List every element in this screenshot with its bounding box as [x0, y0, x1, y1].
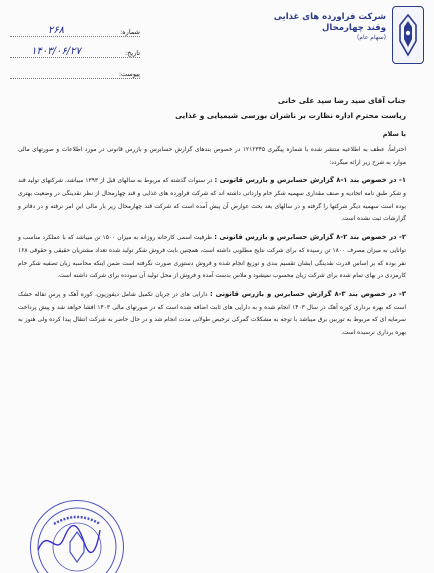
- greeting: با سلام: [382, 130, 406, 138]
- section-3: [18, 287, 406, 340]
- number-label: شماره:: [120, 28, 140, 36]
- meta-date-row: [10, 41, 140, 58]
- signature-icon: [34, 520, 104, 560]
- section-1-body: در سنوات گذشته که مربوط به سالهای قبل از ۱۳۹۳ میباشد، شرکتهای تولید قند و شکر طبق نامه اتحادیه و صنف مقداری سهمیه شکر خام وارداتی داشته اند که شرکت فراورده های غذایی و قند چهارمحال از نظر نقدینگی در وضعیت بهتری بوده است سهمیه دیگر شرکتها را گرفته و در سالهای بعد بحث عوارض آن پیش آمده است که شرکت قند چهارمحال زیر بار مالی این امر نرفته و در دفاتر و گزارشات ثبت نشده است.: [18, 178, 406, 223]
- attachment-label: پیوست:: [118, 70, 140, 78]
- letter-body: [18, 96, 406, 340]
- company-name: شرکت فراورده های غذایی وقند چهارمحال: [273, 12, 386, 34]
- section-3-title: ۳- در خصوص بند ۳-۸ گزارش حسابرس و بازرس قانونی :: [209, 289, 406, 298]
- date-label: تاریخ:: [124, 49, 140, 57]
- letter-meta: [10, 20, 140, 83]
- company-type: (سهام عام): [356, 34, 386, 42]
- company-logo-icon: [392, 6, 424, 64]
- recipient-position: ریاست محترم اداره نظارت بر ناشران بورسی شیمیایی و غذایی: [175, 111, 406, 120]
- company-header: [266, 12, 386, 42]
- section-2-body: ظرفیت اسمی کارخانه روزانه به میزان ۱۵۰۰ تن میباشد که با عملکرد مناسب و توانایی به میزان مصرف ۱۸۰۰ تن رسیده که برای شرکت نتایج مطلوبی داشته است، همچنین بابت فروش شکر تولید شده تعداد مشتریان حقیقی و حقوقی ۱۶۸ نفر بوده که بر اساس قدرت نقدینگی ایشان تقسیم بندی و توزیع انجام شده و فروش دستوری صورت نگرفته است ضمن اینکه محاسبه زیان تصفیه شکر خام کارمزدی در بهای تمام شده برای شرکت زیان محسوب نمیشود و ملاس بدست آمده و فروش از محل تولید آن سودده برای شرکت داشته است.: [18, 235, 406, 280]
- section-2: [18, 230, 406, 283]
- date-value: ۱۴۰۳/۰۶/۲۷: [31, 46, 81, 57]
- section-2-title: ۲- در خصوص بند ۲-۸ گزارش حسابرس و بازرس قانونی :: [214, 233, 406, 242]
- intro-paragraph: احتراماً، عطف به اطلاعیه منتشر شده با شماره پیگیری ۱۲۱۲۳۴۵ در خصوص بندهای گزارش حسابرس و بازرس قانونی در مورد اطلاعات و صورتهای مالی موارد به شرح زیر ارائه میگردد:: [18, 147, 406, 166]
- logo-emblem: [396, 11, 420, 59]
- meta-attachment-row: [10, 62, 140, 79]
- section-3-body: دارایی های در جریان تکمیل شامل دیفوزیون، کوره آهک و پرس تفاله خشک است که بهره برداری کوره آهک در سال ۱۴۰۳ انجام شده و به دارایی های ثابت اضافه شده است که در صورتهای مالی ۱۴۰۳ افشا خواهد شد و پیش پرداخت سرمایه ای که مربوط به توربین برق میباشد با توجه به مشکلات گمرکی ترخیص طولانی مدت انجام شد و در حال حاضر به شرکت انتقال پیدا کرده ولی هنوز به بهره برداری نرسیده است.: [18, 291, 407, 336]
- section-1: [18, 173, 406, 226]
- recipient-name: جناب آقای سید رضا سید علی خانی: [277, 96, 406, 105]
- meta-number-row: [10, 20, 140, 37]
- section-1-title: ۱- در خصوص بند ۱-۸ گزارش حسابرس و بازرس قانونی :: [214, 176, 406, 185]
- number-value: ۲۶۸: [47, 25, 65, 36]
